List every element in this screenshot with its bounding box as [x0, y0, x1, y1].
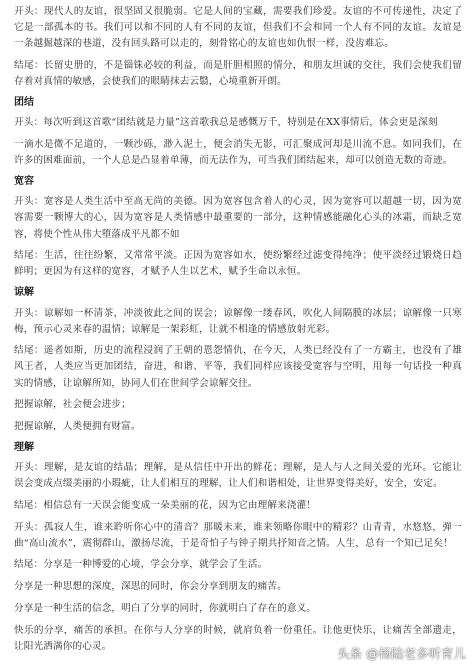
watermark-text: 头条 @杨陆老多听育儿: [337, 646, 466, 661]
toutiao-logo-icon: [317, 645, 333, 661]
section-heading: 团结: [14, 96, 34, 108]
paragraph: 结尾：遥者如斯，历史的流程浸润了王朝的恩怨情仇，在今天，人类已经没有了一方霸主，也没有了雄风王者，人类应当更加团结，奋进，和谐、平等，我们同样应该接受宽容与空明，用每一句话投一种真实的情感，让谅解所知，协同人们在世间学会谅解交往。: [14, 345, 462, 389]
paragraph: 结尾：长留史册的，不是锱铢必较的利益，而是肝胆相照的情分，和朋友坦诚的交往，我们会使我们留存着对真情的敏感，会使我们的眼睛抹去云翳，心境重新开朗。: [14, 59, 462, 87]
paragraph: 结尾：生活，往往纷繁，又常常平淡。正因为宽容如水，使纷繁经过滤变得纯净；使平淡经过锻烧日趋鲜明；更因为有这样的宽容，才赋予人生以艺术，赋予生命以永恒。: [14, 250, 462, 278]
paragraph: 把握谅解，社会便会进步；: [14, 399, 131, 411]
paragraph: 开头：每次听到这首歌“团结就是力量”这首歌我总是感慨万千，特别是在XX事情后，体会更是深刻: [14, 117, 438, 129]
paragraph: 开头：谅解如一杯清茶，冲淡彼此之间的误会；谅解像一缕春风，吹化人间隔膜的冰层；谅解像一只寒梅，预示心灵来春的温情；谅解是一架彩虹，让就不相逢的情感放射光彩。: [14, 307, 462, 335]
paragraph: 开头：理解，是友谊的结晶；理解，是从信任中开出的鲜花；理解，是人与人之间关爱的光环。它能让误会变成点缀美丽的小瑕疵，让人们相互的理解，让人们和谐相处，让世界变得美好，安全，安定。: [14, 462, 462, 490]
paragraph: 分享是一种生活的信念，明白了分享的同时，你就明白了存在的意义。: [14, 602, 317, 614]
watermark: [317, 643, 466, 663]
paragraph: 一滴水是微不足道的，一颗沙砾，渺入泥土，便会消失无影，可汇聚成河却是川流不息。如同我们，在许多的困难面前，一个人总是凸显着单薄，而无法作为，可当我们团结起来，却可以创造无数的奇迹。: [14, 138, 462, 167]
paragraph: 开头：孤寂人生，谁来聆听你心中的清音？那暖未来，谁来领略你眼中的精彩？山青青，水悠悠，弹一曲“高山流水”，震彻群山，激扬尽流，于是奇怕子与钟子期共抒知音之情。人生，总有一个知已足矣！: [14, 521, 462, 549]
paragraph: 开头：宽容是人类生活中至高无尚的美德。因为宽容包含着人的心灵，因为宽容可以超越一切，因为宽容需要一颗博大的心，因为宽容是人类情感中最重要的一部分，这种情感能融化心头的冰霜，而缺乏宽容，将使个性从伟大堕落成平凡都不如: [14, 196, 462, 240]
paragraph: 结尾：相信总有一天误会能变成一朵美丽的花，因为它由理解来浇灌！: [14, 499, 317, 511]
paragraph: 把握谅解，人类便拥有财富。: [14, 420, 141, 432]
section-heading: 宽容: [14, 175, 34, 187]
paragraph: 分享是一种思想的深度，深思的同时，你会分享到朋友的痛苦。: [14, 581, 287, 593]
paragraph: 结尾：分享是一种博爱的心境，学会分享，就学会了生活。: [14, 559, 268, 571]
section-heading: 理解: [14, 441, 34, 453]
section-heading: 谅解: [14, 286, 34, 298]
paragraph: 开头：现代人的友谊，很坚固又很脆弱。它是人间的宝藏，需要我们珍爱。友谊的不可传递性，决定了它是一部孤本的书。我们可以和不同的人有不同的友谊，但我们不会和同一个人有不同的友谊。友谊是一条越掘越深的巷道，没有回头路可以走的，刻骨铭心的友谊也如仇恨一样，没齿难忘。: [14, 6, 462, 50]
paragraph: 快乐的分享，痛苦的承担。在你与人分享的时候，就肩负着一份重任。让他更快乐，让痛苦全部遗走，让阳光洒满你的心灵。: [14, 624, 462, 652]
